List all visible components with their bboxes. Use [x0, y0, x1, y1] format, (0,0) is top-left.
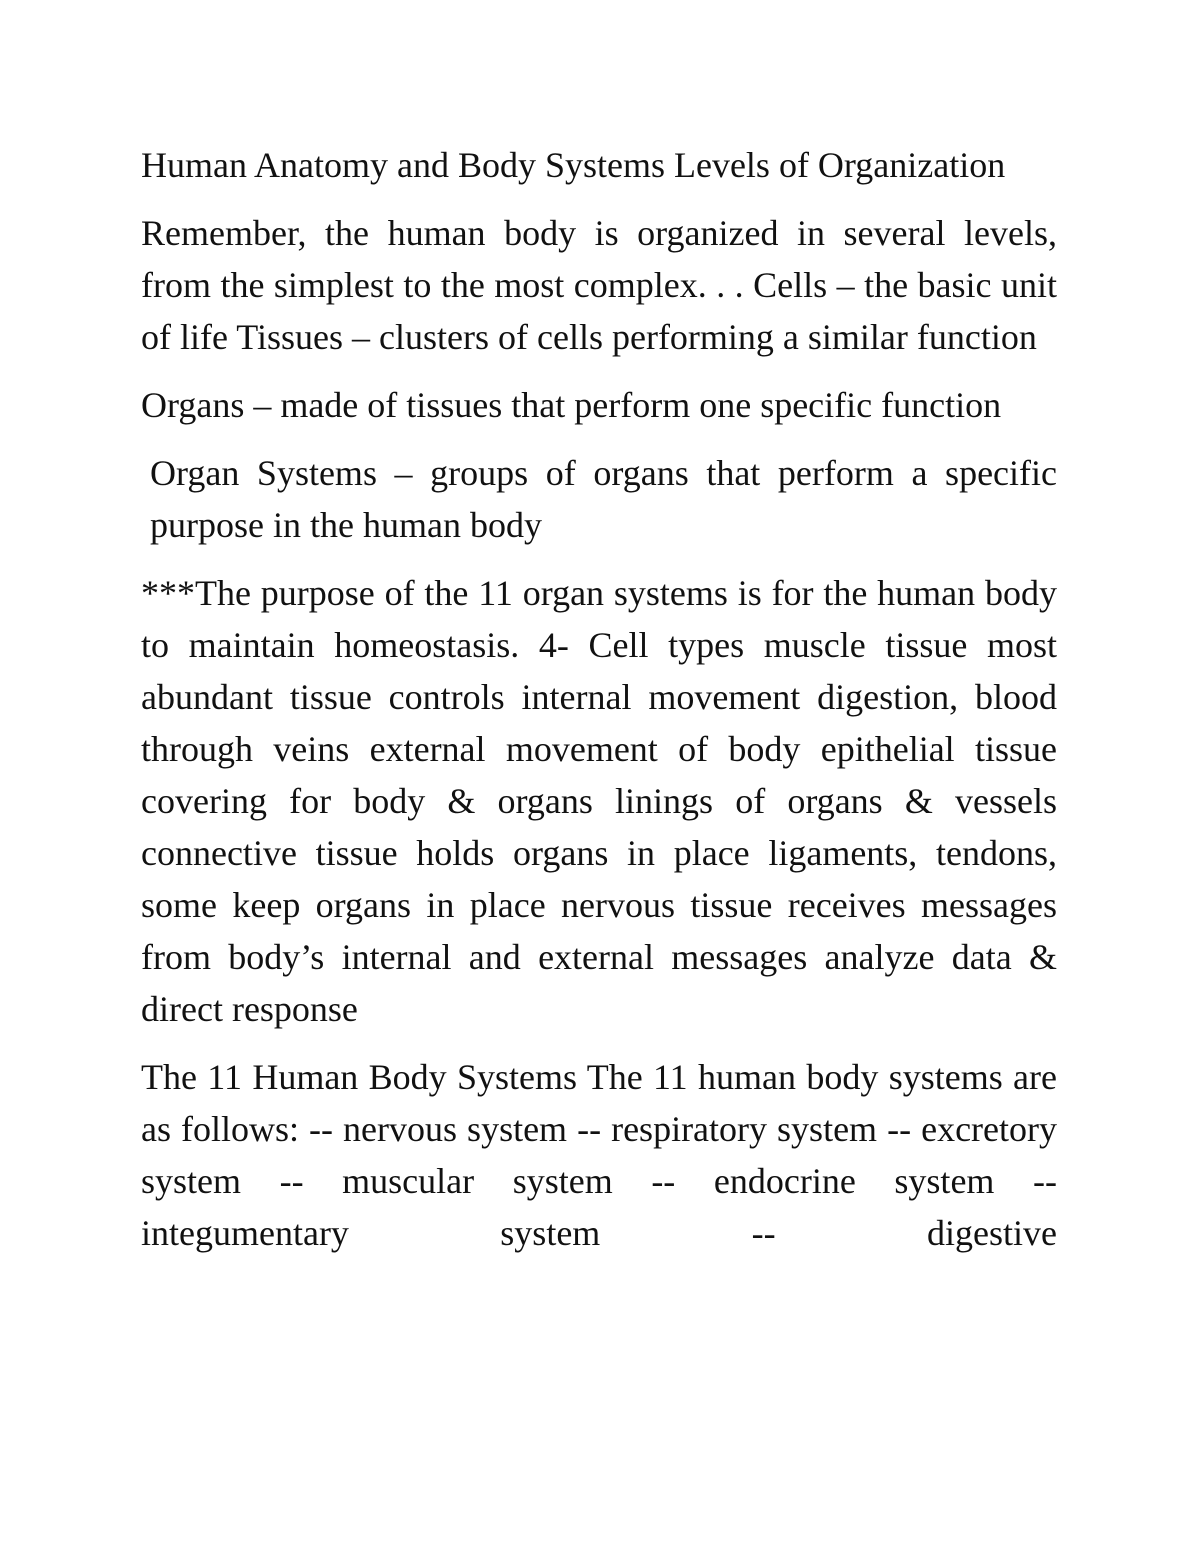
body-systems-list-paragraph: The 11 Human Body Systems The 11 human body systems are as follows: -- nervous system -- respiratory system -- excretory system -- muscular system -- endocrine system -- integumentary system -- digestive: [141, 1057, 1057, 1253]
document-title-paragraph: Human Anatomy and Body Systems Levels of Organization: [141, 145, 1006, 185]
organs-paragraph: Organs – made of tissues that perform one specific function: [141, 385, 1002, 425]
organ-systems-paragraph: Organ Systems – groups of organs that perform a specific purpose in the human body: [150, 453, 1057, 545]
document-page: [141, 139, 1057, 1275]
homeostasis-paragraph: ***The purpose of the 11 organ systems is for the human body to maintain homeostasis. 4- Cell types muscle tissue most abundant tissue controls internal movement digestion, blood through veins external movement of body epithelial tissue covering for body & organs linings of organs & vessels connective tissue holds organs in place ligaments, tendons, some keep organs in place nervous tissue receives messages from body’s internal and external messages analyze data & direct response: [141, 573, 1057, 1029]
levels-intro-paragraph: Remember, the human body is organized in several levels, from the simplest to the most complex. . . Cells – the basic unit of life Tissues – clusters of cells performing a similar function: [141, 213, 1057, 357]
